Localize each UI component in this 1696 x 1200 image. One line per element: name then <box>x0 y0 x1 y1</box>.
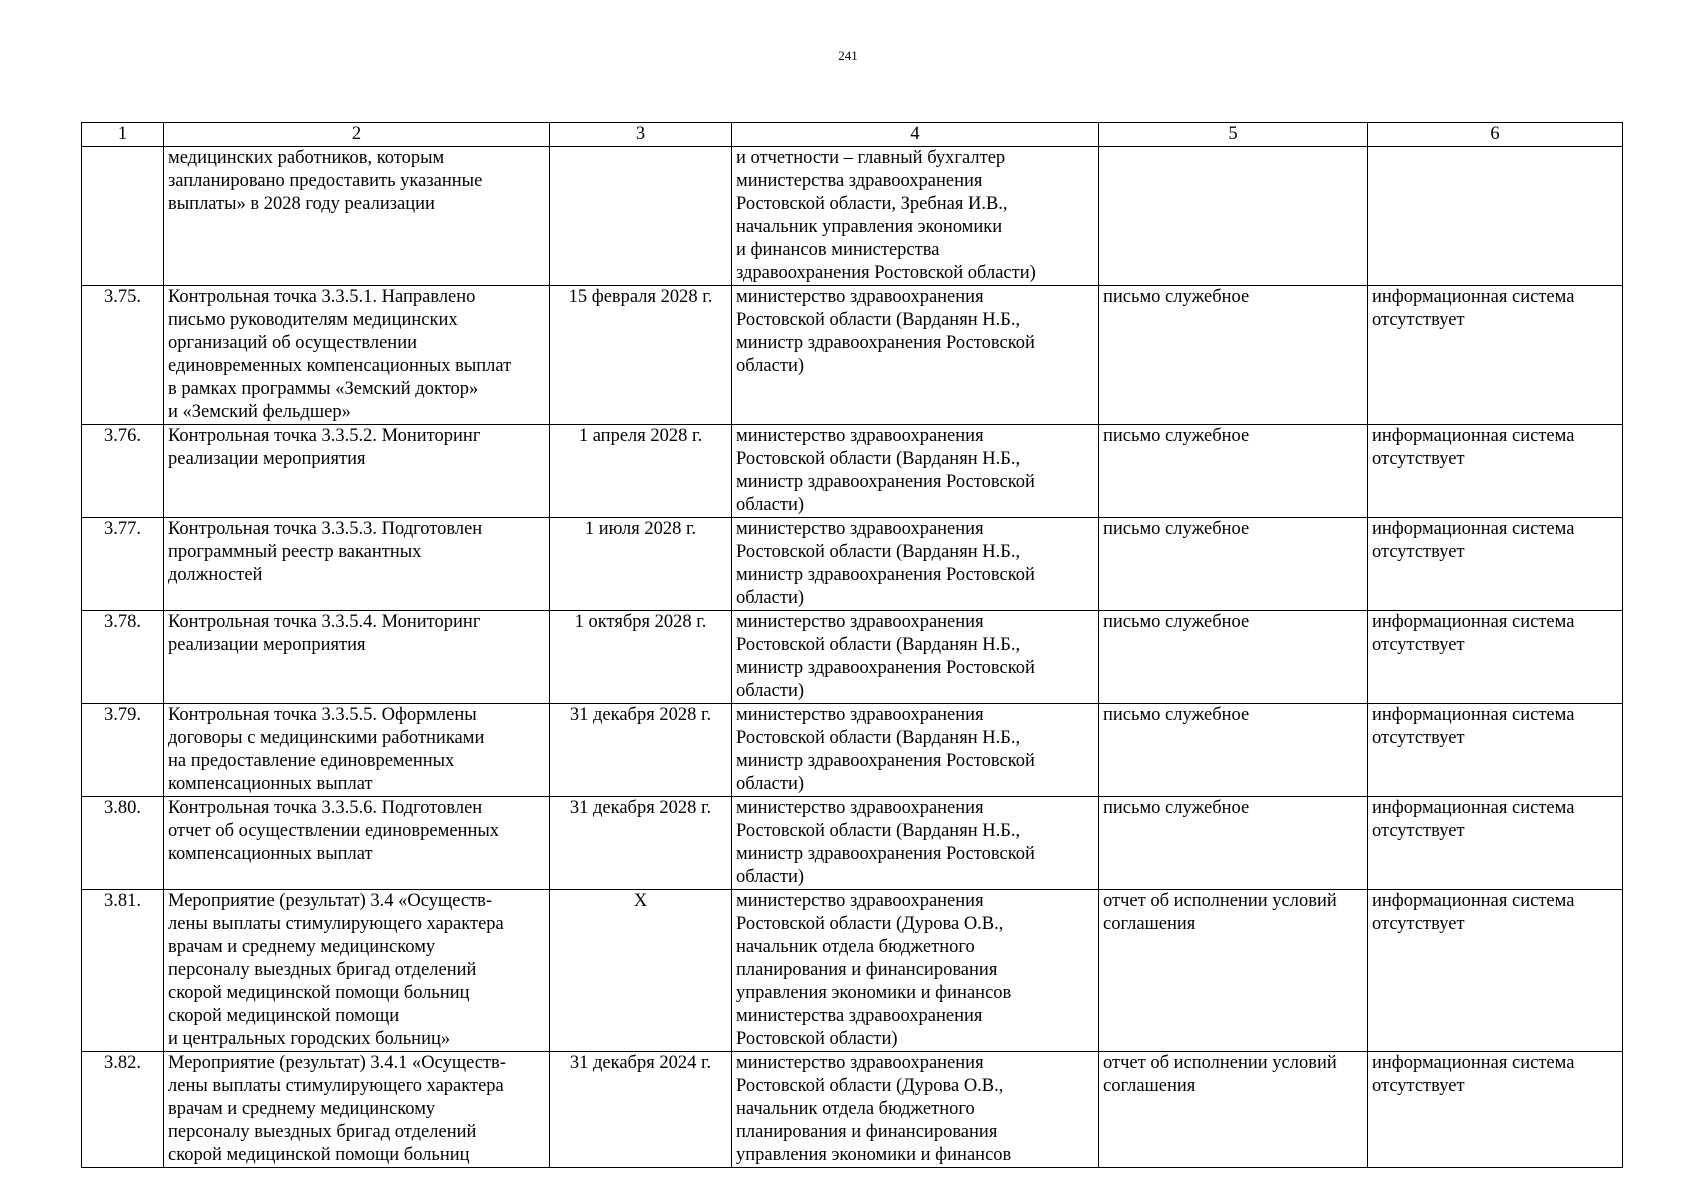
column-header: 5 <box>1099 123 1368 147</box>
row-number-cell: 3.80. <box>82 797 164 890</box>
document-type-cell: отчет об исполнении условий соглашения <box>1099 890 1368 1052</box>
table-header-row <box>82 123 1623 147</box>
deadline-cell: 1 апреля 2028 г. <box>550 425 732 518</box>
column-header: 6 <box>1368 123 1623 147</box>
responsible-cell: министерство здравоохранения Ростовской области (Варданян Н.Б., министр здравоохранения Ростовской области) <box>732 611 1099 704</box>
row-number-cell <box>82 147 164 286</box>
event-name-cell: Контрольная точка 3.3.5.6. Подготовлен отчет об осуществлении единовременных компенсационных выплат <box>164 797 550 890</box>
event-name-cell: Контрольная точка 3.3.5.1. Направлено письмо руководителям медицинских организаций об осуществлении единовременных компенсационных выплат в рамках программы «Земский доктор» и «Земский фельдшер» <box>164 286 550 425</box>
table-row <box>82 704 1623 797</box>
deadline-cell <box>550 147 732 286</box>
event-name-cell: Контрольная точка 3.3.5.5. Оформлены договоры с медицинскими работниками на предоставление единовременных компенсационных выплат <box>164 704 550 797</box>
deadline-cell: 1 октября 2028 г. <box>550 611 732 704</box>
document-type-cell: письмо служебное <box>1099 425 1368 518</box>
table-row <box>82 611 1623 704</box>
deadline-cell: 15 февраля 2028 г. <box>550 286 732 425</box>
deadline-cell: Х <box>550 890 732 1052</box>
row-number-cell: 3.82. <box>82 1052 164 1168</box>
responsible-cell: министерство здравоохранения Ростовской области (Дурова О.В., начальник отдела бюджетного планирования и финансирования управления экономики и финансов министерства здравоохранения Ростовской области) <box>732 890 1099 1052</box>
responsible-cell: и отчетности – главный бухгалтер министерства здравоохранения Ростовской области, Зребная И.В., начальник управления экономики и финансов министерства здравоохранения Ростовской области) <box>732 147 1099 286</box>
document-type-cell <box>1099 147 1368 286</box>
deadline-cell: 31 декабря 2028 г. <box>550 704 732 797</box>
event-name-cell: Контрольная точка 3.3.5.4. Мониторинг реализации мероприятия <box>164 611 550 704</box>
column-header: 4 <box>732 123 1099 147</box>
responsible-cell: министерство здравоохранения Ростовской области (Варданян Н.Б., министр здравоохранения Ростовской области) <box>732 797 1099 890</box>
table-row <box>82 518 1623 611</box>
column-header: 3 <box>550 123 732 147</box>
event-name-cell: медицинских работников, которым запланировано предоставить указанные выплаты» в 2028 году реализации <box>164 147 550 286</box>
row-number-cell: 3.77. <box>82 518 164 611</box>
table-row <box>82 1052 1623 1168</box>
info-system-cell: информационная система отсутствует <box>1368 1052 1623 1168</box>
table-row <box>82 286 1623 425</box>
table-row <box>82 147 1623 286</box>
document-type-cell: письмо служебное <box>1099 518 1368 611</box>
deadline-cell: 31 декабря 2028 г. <box>550 797 732 890</box>
row-number-cell: 3.76. <box>82 425 164 518</box>
info-system-cell <box>1368 147 1623 286</box>
responsible-cell: министерство здравоохранения Ростовской области (Варданян Н.Б., министр здравоохранения Ростовской области) <box>732 425 1099 518</box>
plan-table <box>81 122 1623 1168</box>
document-type-cell: письмо служебное <box>1099 797 1368 890</box>
row-number-cell: 3.75. <box>82 286 164 425</box>
info-system-cell: информационная система отсутствует <box>1368 704 1623 797</box>
responsible-cell: министерство здравоохранения Ростовской области (Варданян Н.Б., министр здравоохранения Ростовской области) <box>732 518 1099 611</box>
column-header: 2 <box>164 123 550 147</box>
event-name-cell: Мероприятие (результат) 3.4.1 «Осуществ- лены выплаты стимулирующего характера врачам и среднему медицинскому персоналу выездных бригад отделений скорой медицинской помощи больниц <box>164 1052 550 1168</box>
document-type-cell: отчет об исполнении условий соглашения <box>1099 1052 1368 1168</box>
info-system-cell: информационная система отсутствует <box>1368 797 1623 890</box>
row-number-cell: 3.81. <box>82 890 164 1052</box>
info-system-cell: информационная система отсутствует <box>1368 890 1623 1052</box>
page-number: 241 <box>838 48 858 63</box>
row-number-cell: 3.79. <box>82 704 164 797</box>
document-type-cell: письмо служебное <box>1099 704 1368 797</box>
event-name-cell: Контрольная точка 3.3.5.3. Подготовлен программный реестр вакантных должностей <box>164 518 550 611</box>
deadline-cell: 1 июля 2028 г. <box>550 518 732 611</box>
info-system-cell: информационная система отсутствует <box>1368 611 1623 704</box>
table-row <box>82 890 1623 1052</box>
table-row <box>82 425 1623 518</box>
responsible-cell: министерство здравоохранения Ростовской области (Дурова О.В., начальник отдела бюджетного планирования и финансирования управления экономики и финансов <box>732 1052 1099 1168</box>
table-row <box>82 797 1623 890</box>
deadline-cell: 31 декабря 2024 г. <box>550 1052 732 1168</box>
responsible-cell: министерство здравоохранения Ростовской области (Варданян Н.Б., министр здравоохранения Ростовской области) <box>732 704 1099 797</box>
row-number-cell: 3.78. <box>82 611 164 704</box>
info-system-cell: информационная система отсутствует <box>1368 425 1623 518</box>
document-type-cell: письмо служебное <box>1099 611 1368 704</box>
document-type-cell: письмо служебное <box>1099 286 1368 425</box>
info-system-cell: информационная система отсутствует <box>1368 518 1623 611</box>
event-name-cell: Контрольная точка 3.3.5.2. Мониторинг реализации мероприятия <box>164 425 550 518</box>
event-name-cell: Мероприятие (результат) 3.4 «Осуществ- лены выплаты стимулирующего характера врачам и среднему медицинскому персоналу выездных бригад отделений скорой медицинской помощи больниц скорой медицинской помощи и центральных городских больниц» <box>164 890 550 1052</box>
column-header: 1 <box>82 123 164 147</box>
responsible-cell: министерство здравоохранения Ростовской области (Варданян Н.Б., министр здравоохранения Ростовской области) <box>732 286 1099 425</box>
info-system-cell: информационная система отсутствует <box>1368 286 1623 425</box>
